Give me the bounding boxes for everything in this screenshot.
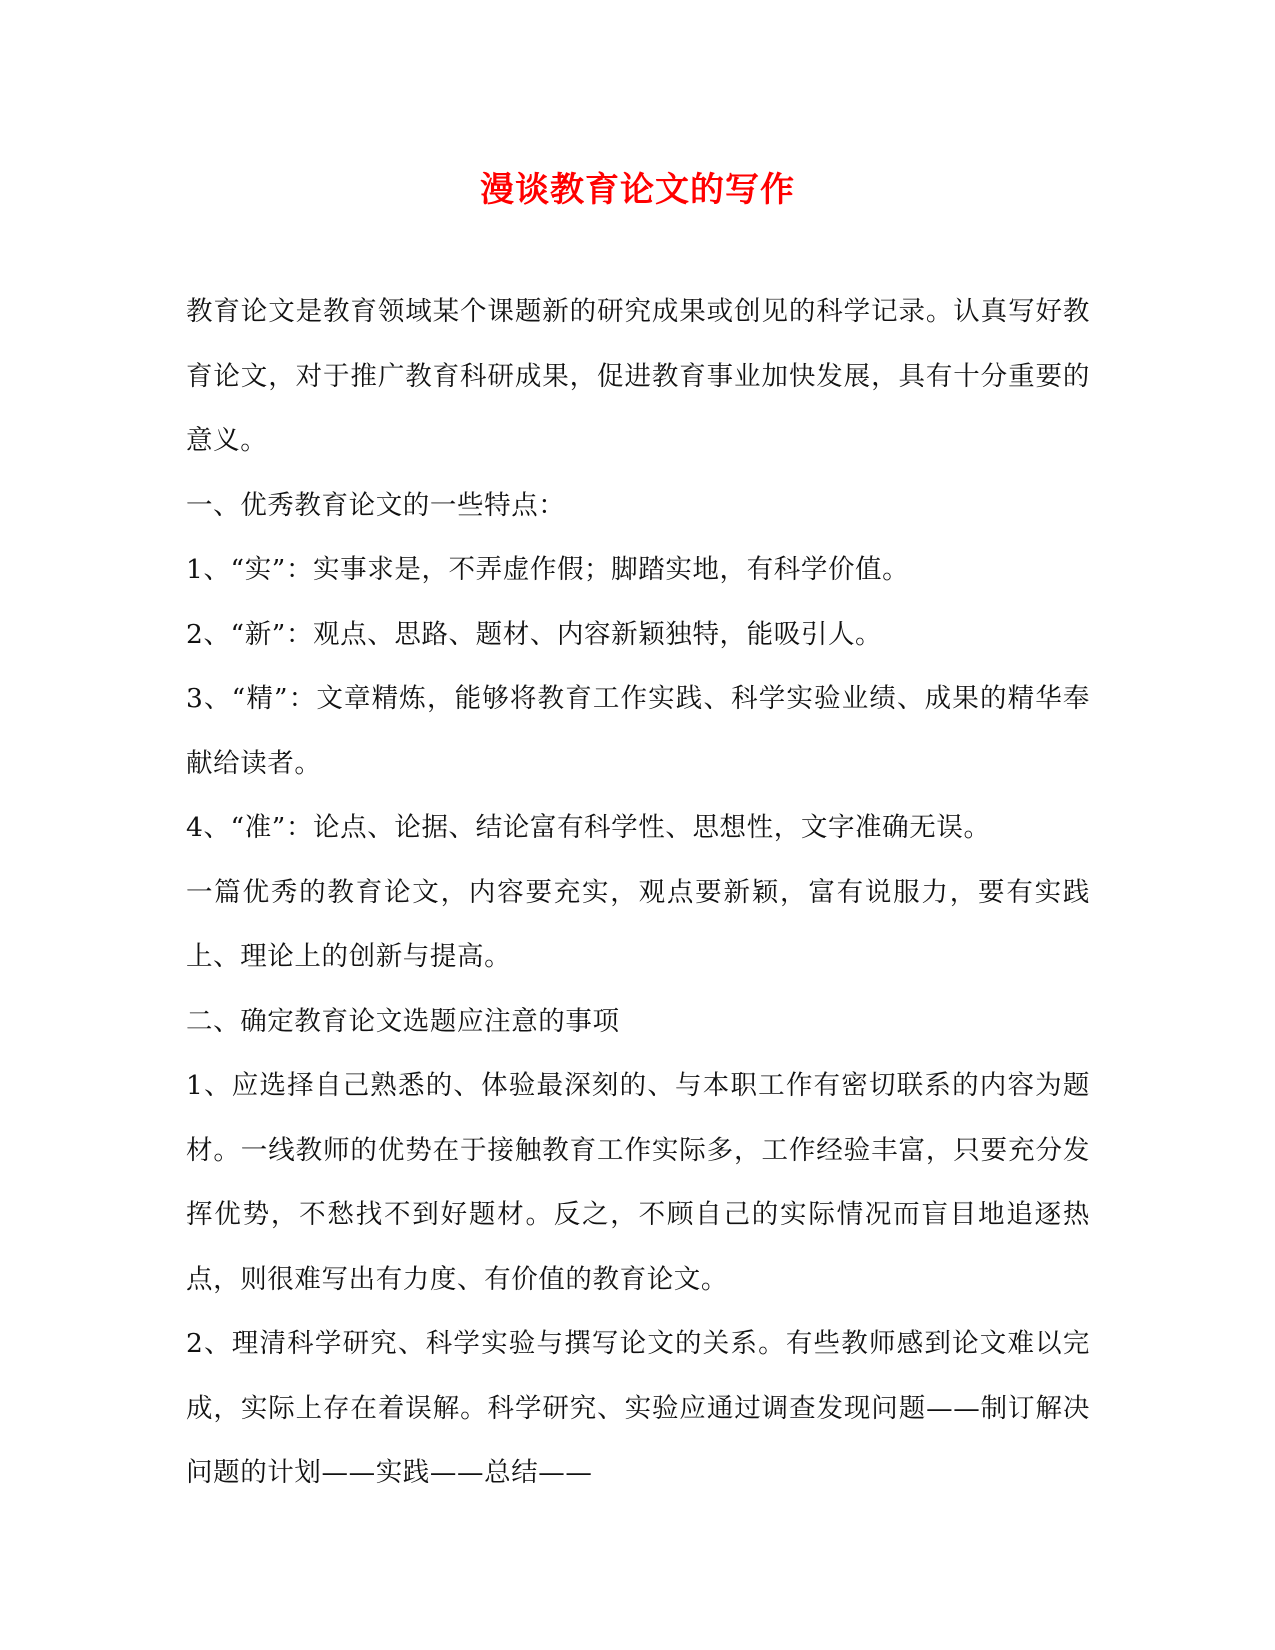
list-item-5: 1、应选择自己熟悉的、体验最深刻的、与本职工作有密切联系的内容为题材。一线教师的优势在于接触教育工作实际多，工作经验丰富，只要充分发挥优势，不愁找不到好题材。反之，不顾自己的实际情况而盲目地追逐热点，则很难写出有力度、有价值的教育论文。 xyxy=(186,1070,1090,1295)
paragraph-intro: 教育论文是教育领域某个课题新的研究成果或创见的科学记录。认真写好教育论文，对于推广教育科研成果，促进教育事业加快发展，具有十分重要的意义。 xyxy=(186,296,1090,456)
list-item-2: 2、“新”：观点、思路、题材、内容新颖独特，能吸引人。 xyxy=(186,618,883,650)
list-item-3: 3、“精”：文章精炼，能够将教育工作实践、科学实验业绩、成果的精华奉献给读者。 xyxy=(186,683,1090,779)
paragraph-summary: 一篇优秀的教育论文，内容要充实，观点要新颖，富有说服力，要有实践上、理论上的创新与提高。 xyxy=(186,876,1090,972)
list-item-4: 4、“准”：论点、论据、结论富有科学性、思想性，文字准确无误。 xyxy=(186,812,991,843)
list-item-6: 2、理清科学研究、科学实验与撰写论文的关系。有些教师感到论文难以完成，实际上存在着误解。科学研究、实验应通过调查发现问题——制订解决问题的计划——实践——总结—— xyxy=(186,1328,1090,1488)
list-item-1: 1、“实”：实事求是，不弄虚作假；脚踏实地，有科学价值。 xyxy=(186,554,910,585)
section-heading-1: 一、优秀教育论文的一些特点： xyxy=(186,489,566,521)
document-body xyxy=(186,280,1090,1506)
document-title: 漫谈教育论文的写作 xyxy=(480,170,795,210)
section-heading-2: 二、确定教育论文选题应注意的事项 xyxy=(186,1005,620,1037)
